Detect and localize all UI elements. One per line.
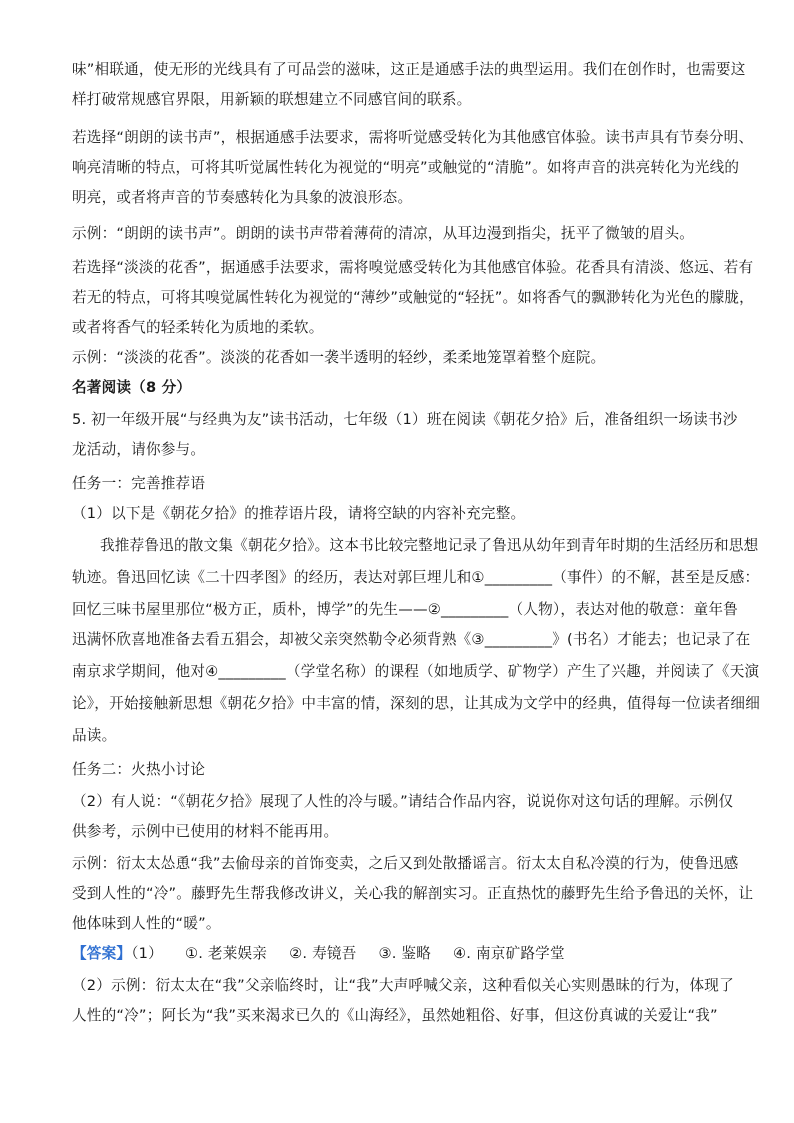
paragraph-line: 我推荐鲁迅的散文集《朝花夕拾》。这本书比较完整地记录了鲁迅从幼年到青年时期的生活经历和思想 [100, 537, 759, 554]
question-line: 5. 初一年级开展“与经典为友”读书活动，七年级（1）班在阅读《朝花夕拾》后，准备组织一场读书沙 [72, 411, 738, 428]
task-heading: 任务一：完善推荐语 [72, 475, 206, 492]
paragraph-line: 味”相联通，使无形的光线具有了可品尝的滋味，这正是通感手法的典型运用。我们在创作时，也需要这 [72, 61, 746, 78]
paragraph-line: 若无的特点，可将其嗅觉属性转化为视觉的“薄纱”或触觉的“轻抚”。如将香气的飘渺转化为光色的朦胧， [72, 289, 754, 306]
answer-line: 人性的“冷”；阿长为“我”买来渴求已久的《山海经》，虽然她粗俗、好事，但这份真诚的关爱让“我” [72, 1007, 718, 1024]
paragraph-line: 若选择“朗朗的读书声”，根据通感手法要求，需将听觉感受转化为其他感官体验。读书声具有节奏分明、 [72, 129, 754, 146]
paragraph-line: 若选择“淡淡的花香”，据通感手法要求，需将嗅觉感受转化为其他感官体验。花香具有清淡、悠远、若有 [72, 259, 754, 276]
paragraph-line: 样打破常规感官界限，用新颖的联想建立不同感官间的联系。 [72, 91, 472, 108]
paragraph-line: 回忆三味书屋里那位“极方正，质朴，博学”的先生——②_________（人物），表达对他的敬意：童年鲁 [72, 601, 738, 618]
paragraph-line: 迅满怀欣喜地准备去看五猖会，却被父亲突然勒令必须背熟《③_________》(书名）才能去；也记录了在 [72, 631, 751, 648]
example-line: 示例：衍太太怂恿“我”去偷母亲的首饰变卖，之后又到处散播谣言。衍太太自私冷漠的行为，使鲁迅感 [72, 855, 739, 872]
question-line: （2）有人说：“《朝花夕拾》展现了人性的冷与暖。”请结合作品内容，说说你对这句话的理解。示例仅 [72, 793, 734, 810]
answer-label: 【答案】 [72, 945, 132, 962]
paragraph-line: 响亮清晰的特点，可将其听觉属性转化为视觉的“明亮”或触觉的“清脆”。如将声音的洪亮转化为光线的 [72, 159, 740, 176]
section-heading: 名著阅读（8 分） [72, 379, 192, 396]
example-line: 受到人性的“冷”。藤野先生帮我修改讲义，关心我的解剖实习。正直热忱的藤野先生给予鲁迅的关怀，让 [72, 885, 754, 902]
answer-option: ②. 寿镜吾 [289, 945, 357, 962]
example-line: 示例：“淡淡的花香”。淡淡的花香如一袭半透明的轻纱，柔柔地笼罩着整个庭院。 [72, 349, 606, 366]
answer-part: （1） [131, 945, 163, 962]
answer-line: （2）示例：衍太太在“我”父亲临终时，让“我”大声呼喊父亲，这种看似关心实则愚昧的行为，体现了 [72, 977, 734, 994]
answer-option: ③. 鉴略 [378, 945, 432, 962]
answer-option: ④. 南京矿路学堂 [453, 945, 565, 962]
paragraph-line: 品读。 [72, 727, 117, 744]
paragraph-line: 或者将香气的轻柔转化为质地的柔软。 [72, 319, 324, 336]
answer-option: ①. 老莱娱亲 [184, 945, 268, 962]
example-line: 他体味到人性的“暖”。 [72, 915, 221, 932]
example-line: 示例：“朗朗的读书声”。朗朗的读书声带着薄荷的清凉，从耳边漫到指尖，抚平了微皱的眉头。 [72, 225, 695, 242]
question-line: 供参考，示例中已使用的材料不能再用。 [72, 823, 339, 840]
answer-line [72, 944, 565, 964]
paragraph-line: 论》，开始接触新思想《朝花夕拾》中丰富的情，深刻的思，让其成为文学中的经典，值得每一位读者细细 [72, 695, 761, 712]
question-line: 龙活动，请你参与。 [72, 441, 206, 458]
paragraph-line: 明亮，或者将声音的节奏感转化为具象的波浪形态。 [72, 189, 413, 206]
task-heading: 任务二：火热小讨论 [72, 761, 206, 778]
paragraph-line: 轨迹。鲁迅回忆读《二十四孝图》的经历，表达对郭巨埋儿和①_________（事件）的不解，甚至是反感： [72, 569, 760, 586]
paragraph-line: 南京求学期间，他对④_________（学堂名称）的课程（如地质学、矿物学）产生了兴趣，并阅读了《天演 [72, 663, 760, 680]
question-line: （1）以下是《朝花夕拾》的推荐语片段，请将空缺的内容补充完整。 [72, 505, 526, 522]
